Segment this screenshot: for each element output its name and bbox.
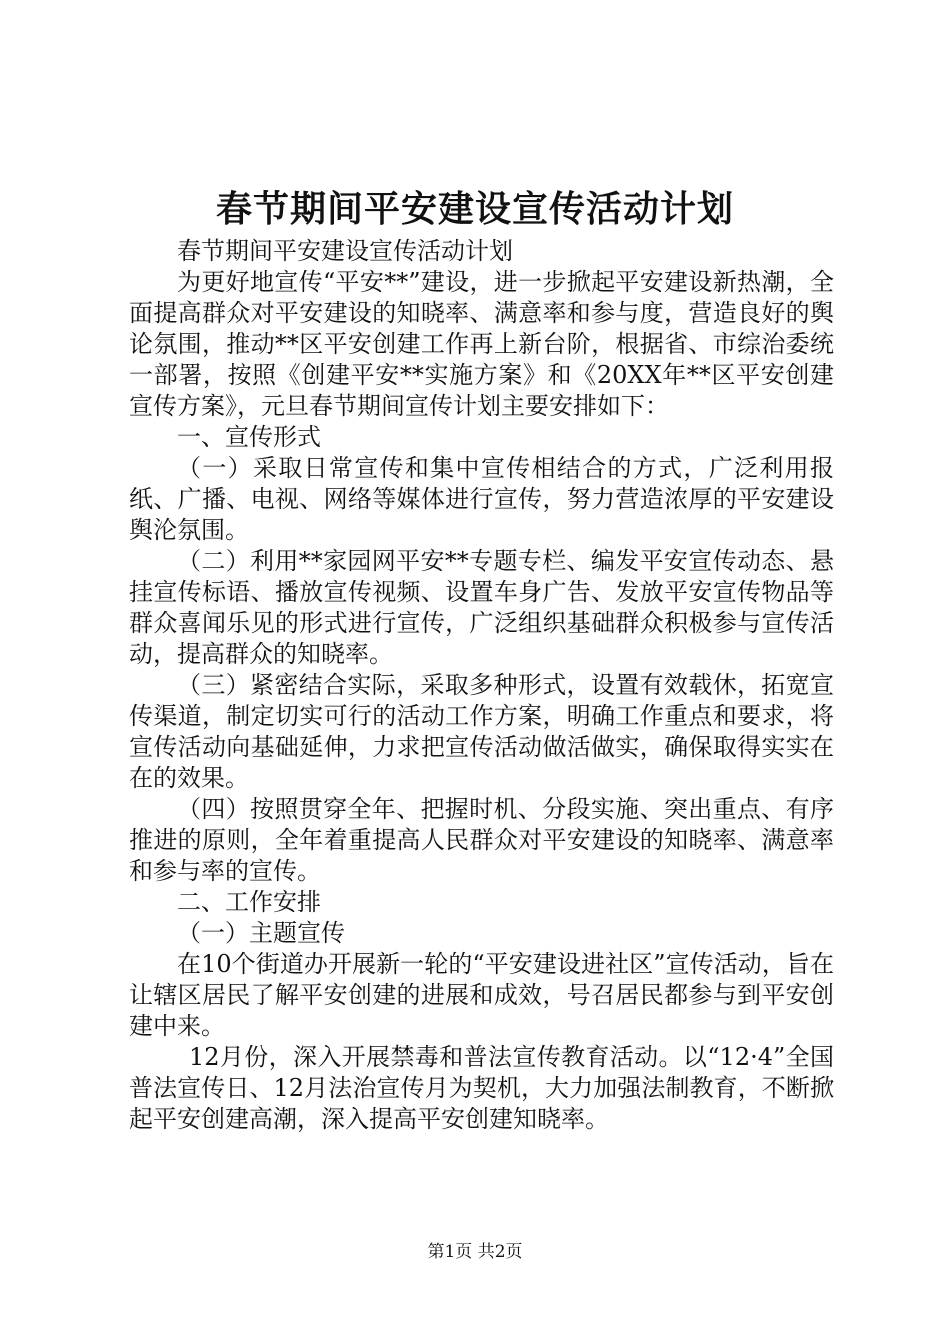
paragraph-december: 12月份，深入开展禁毒和普法宣传教育活动。以“12·4”全国普法宣传日、12月法治宣传月为契机，大力加强法制教育，不断掀起平安创建高潮，深入提高平安创建知晓率。	[129, 1043, 834, 1133]
paragraph-community: 在10个街道办开展新一轮的“平安建设进社区”宣传活动，旨在让辖区居民了解平安创建的进展和成效，号召居民都参与到平安创建中来。	[129, 950, 834, 1040]
intro-paragraph: 为更好地宣传“平安**”建设，进一步掀起平安建设新热潮，全面提高群众对平安建设的知晓率、满意率和参与度，营造良好的舆论氛围，推动**区平安创建工作再上新台阶，根据省、市综治委统一部署，按照《创建平安**实施方案》和《20XX年**区平安创建宣传方案》，元旦春节期间宣传计划主要安排如下：	[129, 268, 834, 420]
document-body	[129, 236, 834, 1135]
paragraph-item-4: （四）按照贯穿全年、把握时机、分段实施、突出重点、有序推进的原则，全年着重提高人民群众对平安建设的知晓率、满意率和参与率的宣传。	[129, 795, 834, 885]
document-title: 春节期间平安建设宣传活动计划	[215, 188, 734, 230]
paragraph-item-2: （二）利用**家园网平安**专题专栏、编发平安宣传动态、悬挂宣传标语、播放宣传视频、设置车身广告、发放平安宣传物品等群众喜闻乐见的形式进行宣传，广泛组织基础群众积极参与宣传活动，提高群众的知晓率。	[129, 547, 834, 668]
paragraph-item-3: （三）紧密结合实际，采取多种形式，设置有效载休，拓宽宣传渠道，制定切实可行的活动工作方案，明确工作重点和要求，将宣传活动向基础延伸，力求把宣传活动做活做实，确保取得实实在在的效果。	[129, 671, 834, 792]
section-heading-1: 一、宣传形式	[177, 423, 321, 451]
section-heading-2: 二、工作安排	[177, 888, 321, 916]
paragraph-item-1: （一）采取日常宣传和集中宣传相结合的方式，广泛利用报纸、广播、电视、网络等媒体进行宣传，努力营造浓厚的平安建设舆沦氛围。	[129, 454, 834, 544]
page-footer: 第1页 共2页	[427, 1242, 523, 1262]
subsection-heading-1: （一）主题宣传	[177, 919, 345, 947]
subtitle-paragraph: 春节期间平安建设宣传活动计划	[177, 237, 513, 265]
